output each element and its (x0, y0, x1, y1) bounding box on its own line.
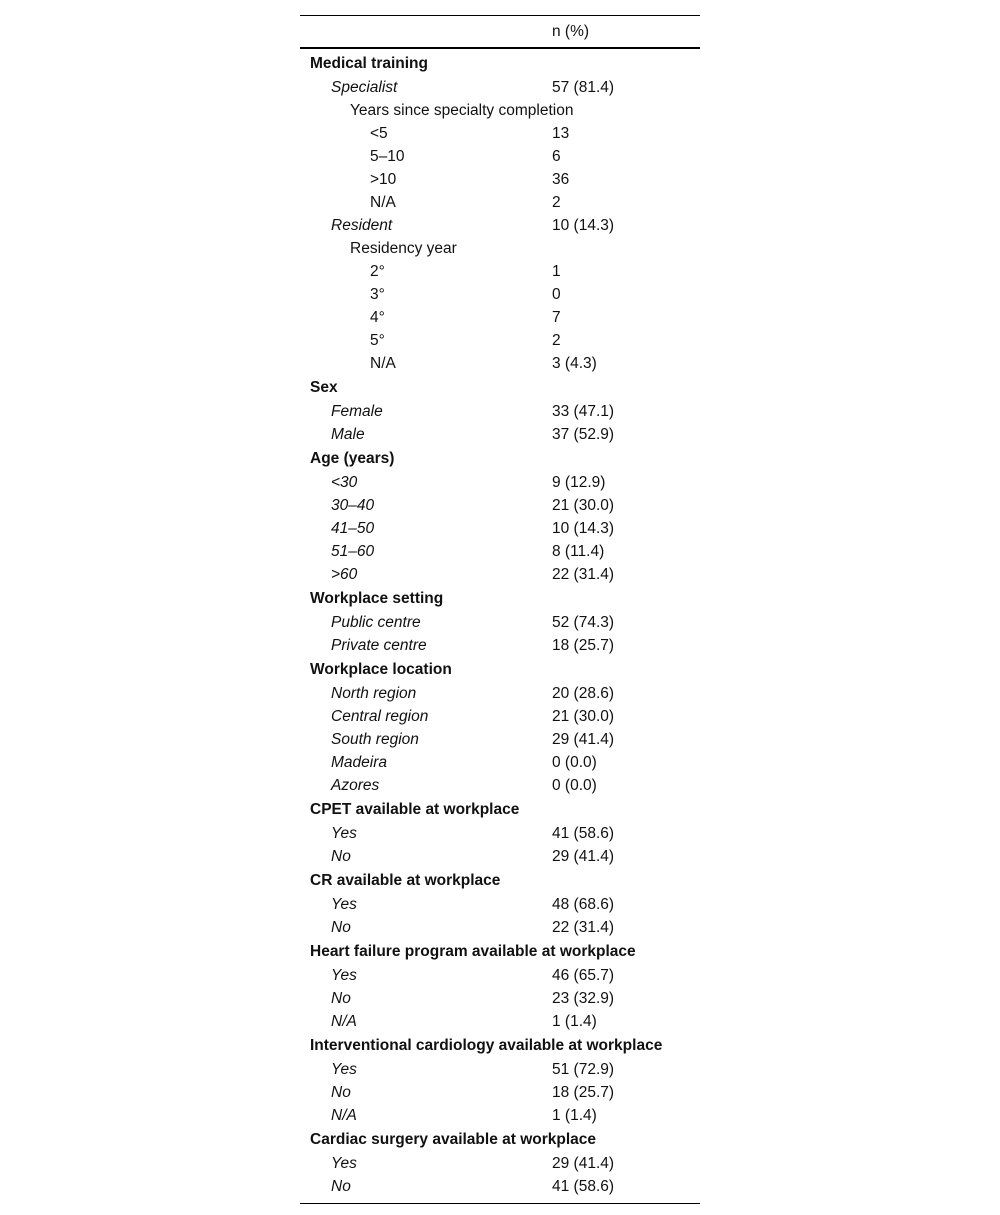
row-value: 51 (72.9) (552, 1061, 615, 1078)
row-value: 0 (0.0) (552, 777, 597, 794)
table-row (300, 145, 700, 168)
table-row (300, 893, 700, 916)
row-label: Yes (331, 825, 357, 842)
table-row (300, 1104, 700, 1127)
table-row (300, 540, 700, 563)
row-value: 21 (30.0) (552, 497, 615, 514)
row-value: 52 (74.3) (552, 614, 615, 631)
table-section-row (300, 657, 700, 682)
table-row (300, 306, 700, 329)
row-value: 37 (52.9) (552, 426, 615, 443)
row-label: 30–40 (331, 497, 375, 514)
row-value: 2 (552, 194, 561, 211)
table-row (300, 471, 700, 494)
section-label: Cardiac surgery available at workplace (310, 1131, 597, 1148)
table-row (300, 517, 700, 540)
row-label: Specialist (331, 79, 398, 96)
table-bottom-rule (300, 1203, 700, 1204)
row-value: 41 (58.6) (552, 825, 615, 842)
row-label: Madeira (331, 754, 387, 771)
row-label: <5 (370, 125, 388, 142)
row-label: Male (331, 426, 365, 443)
table-row (300, 916, 700, 939)
row-value: 41 (58.6) (552, 1178, 615, 1195)
row-label: Central region (331, 708, 429, 725)
table-row (300, 682, 700, 705)
row-label: Public centre (331, 614, 421, 631)
section-label: Sex (310, 379, 338, 396)
row-value: 21 (30.0) (552, 708, 615, 725)
row-value: 46 (65.7) (552, 967, 615, 984)
section-label: Interventional cardiology available at workplace (310, 1037, 663, 1054)
row-label: Azores (331, 777, 380, 794)
row-value: 9 (12.9) (552, 474, 606, 491)
row-label: No (331, 848, 351, 865)
table-section-row (300, 1033, 700, 1058)
row-value: 3 (4.3) (552, 355, 597, 372)
section-label: Workplace location (310, 661, 452, 678)
table-row (300, 705, 700, 728)
row-label: 5° (370, 332, 385, 349)
row-value: 0 (552, 286, 561, 303)
row-value: 18 (25.7) (552, 1084, 615, 1101)
section-label: Workplace setting (310, 590, 444, 607)
table-row (300, 214, 700, 237)
row-value: 29 (41.4) (552, 848, 615, 865)
table-row (300, 191, 700, 214)
row-label: Years since specialty completion (350, 102, 574, 119)
table-row (300, 168, 700, 191)
table-row (300, 751, 700, 774)
row-label: 51–60 (331, 543, 375, 560)
table-row (300, 260, 700, 283)
table-row (300, 352, 700, 375)
row-value: 22 (31.4) (552, 919, 615, 936)
row-value: 1 (1.4) (552, 1013, 597, 1030)
table-section-row (300, 939, 700, 964)
table-section-row (300, 446, 700, 471)
table-row (300, 987, 700, 1010)
row-value: 48 (68.6) (552, 896, 615, 913)
table-section-row (300, 375, 700, 400)
row-value: 57 (81.4) (552, 79, 615, 96)
row-label: Yes (331, 1061, 357, 1078)
row-value: 6 (552, 148, 561, 165)
table-row (300, 845, 700, 868)
table-row (300, 1058, 700, 1081)
table-row (300, 1010, 700, 1033)
row-value: 29 (41.4) (552, 1155, 615, 1172)
row-label: Resident (331, 217, 393, 234)
section-label: CR available at workplace (310, 872, 501, 889)
row-label: 2° (370, 263, 385, 280)
row-label: No (331, 1084, 351, 1101)
table-row (300, 634, 700, 657)
row-label: >60 (331, 566, 358, 583)
table-row (300, 494, 700, 517)
row-value: 22 (31.4) (552, 566, 615, 583)
row-value: 33 (47.1) (552, 403, 615, 420)
row-value: 10 (14.3) (552, 217, 615, 234)
row-label: N/A (370, 194, 396, 211)
row-label: Female (331, 403, 383, 420)
row-value: 13 (552, 125, 570, 142)
table-row (300, 329, 700, 352)
row-value: 2 (552, 332, 561, 349)
column-header-n-percent: n (%) (552, 23, 590, 40)
table-section-row (300, 51, 700, 76)
row-label: Yes (331, 967, 357, 984)
table-row (300, 283, 700, 306)
section-label: Age (years) (310, 450, 395, 467)
table-row (300, 122, 700, 145)
row-label: N/A (331, 1107, 357, 1124)
row-value: 1 (1.4) (552, 1107, 597, 1124)
row-label: No (331, 919, 351, 936)
row-value: 1 (552, 263, 561, 280)
row-label: Yes (331, 1155, 357, 1172)
row-value: 7 (552, 309, 561, 326)
table-row (300, 76, 700, 99)
table-section-row (300, 586, 700, 611)
row-value: 10 (14.3) (552, 520, 615, 537)
table-row (300, 1152, 700, 1175)
section-label: Heart failure program available at workplace (310, 943, 636, 960)
table-row (300, 563, 700, 586)
row-value: 23 (32.9) (552, 990, 615, 1007)
row-label: N/A (331, 1013, 357, 1030)
row-label: Private centre (331, 637, 427, 654)
table-body (300, 49, 700, 1198)
section-label: CPET available at workplace (310, 801, 520, 818)
row-value: 20 (28.6) (552, 685, 615, 702)
table-row (300, 237, 700, 260)
row-value: 29 (41.4) (552, 731, 615, 748)
table-row (300, 1081, 700, 1104)
row-value: 8 (11.4) (552, 543, 605, 560)
row-label: 5–10 (370, 148, 405, 165)
row-value: 0 (0.0) (552, 754, 597, 771)
table-row (300, 1175, 700, 1198)
section-label: Medical training (310, 55, 428, 72)
table-row (300, 728, 700, 751)
table-row (300, 774, 700, 797)
row-label: 41–50 (331, 520, 375, 537)
table-section-row (300, 868, 700, 893)
row-label: <30 (331, 474, 358, 491)
table-row (300, 99, 700, 122)
table-section-row (300, 1127, 700, 1152)
data-table (300, 15, 700, 1204)
table-row (300, 611, 700, 634)
table-row (300, 400, 700, 423)
row-label: South region (331, 731, 419, 748)
row-label: 3° (370, 286, 385, 303)
table-row (300, 423, 700, 446)
row-value: 36 (552, 171, 570, 188)
row-label: Residency year (350, 240, 457, 257)
row-label: No (331, 1178, 351, 1195)
table-row (300, 964, 700, 987)
row-label: >10 (370, 171, 397, 188)
row-label: Yes (331, 896, 357, 913)
table-header (300, 16, 700, 49)
table-row (300, 822, 700, 845)
row-label: No (331, 990, 351, 1007)
row-value: 18 (25.7) (552, 637, 615, 654)
row-label: 4° (370, 309, 385, 326)
row-label: North region (331, 685, 417, 702)
row-label: N/A (370, 355, 396, 372)
table-section-row (300, 797, 700, 822)
